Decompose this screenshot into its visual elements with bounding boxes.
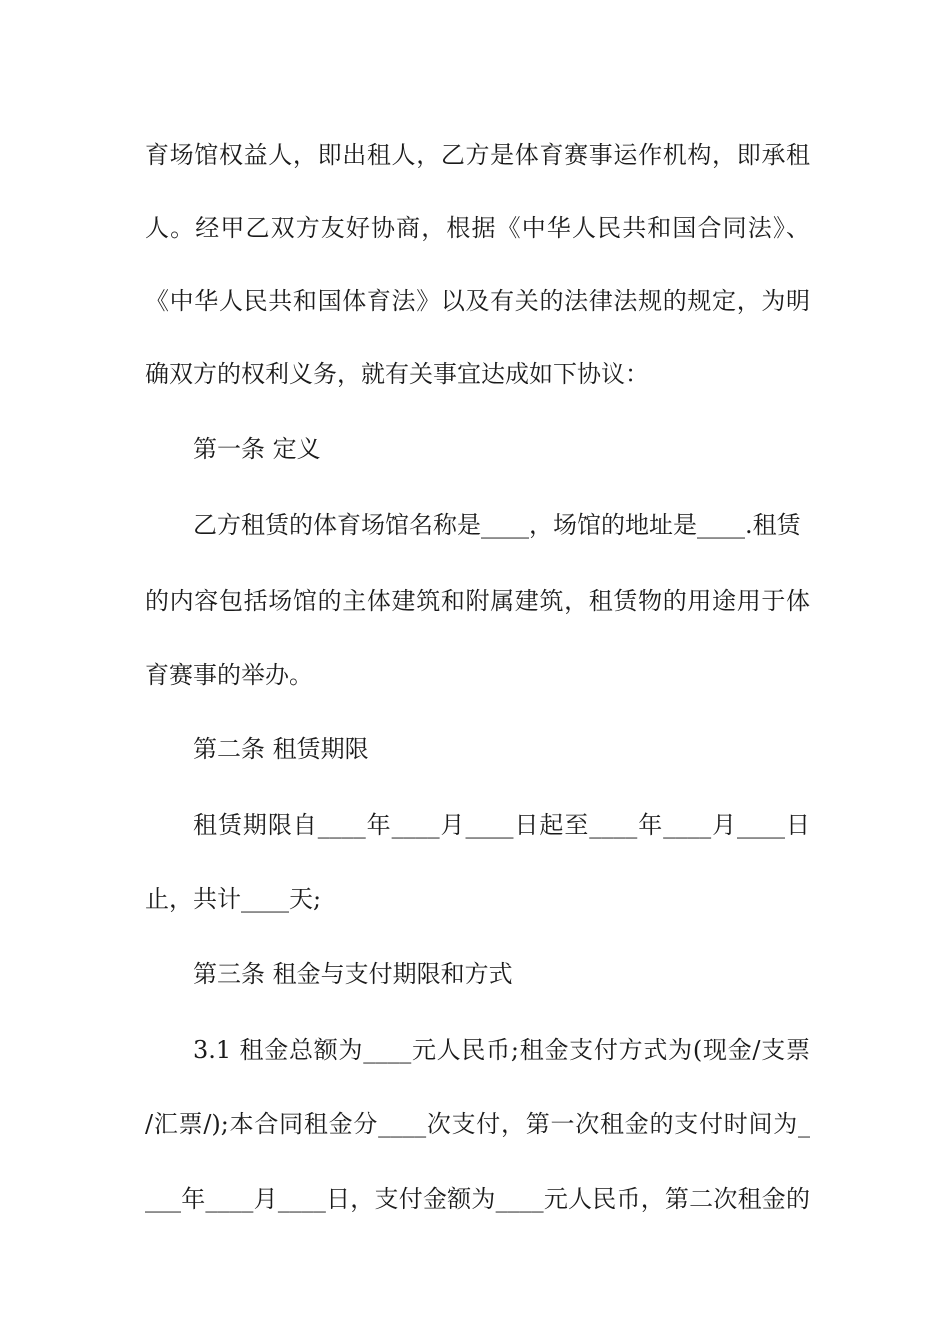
text-line: /汇票/);本合同租金分____次支付，第一次租金的支付时间为_: [145, 1110, 810, 1138]
text-line: 的内容包括场馆的主体建筑和附属建筑，租赁物的用途用于体: [145, 587, 810, 615]
text-line: 租赁期限自____年____月____日起至____年____月____日: [193, 811, 810, 839]
section-heading: 第一条 定义: [193, 435, 321, 463]
text-line: 乙方租赁的体育场馆名称是____，场馆的地址是____.租赁: [193, 511, 801, 539]
text-line: 确双方的权利义务，就有关事宜达成如下协议：: [145, 360, 649, 388]
section-heading: 第三条 租金与支付期限和方式: [193, 960, 513, 988]
text-line: ___年____月____日，支付金额为____元人民币，第二次租金的: [145, 1185, 810, 1213]
text-line: 育赛事的举办。: [145, 661, 313, 689]
text-line: 3.1 租金总额为____元人民币;租金支付方式为(现金/支票: [193, 1036, 810, 1064]
text-line: 育场馆权益人，即出租人，乙方是体育赛事运作机构，即承租: [145, 141, 810, 169]
text-line: 《中华人民共和国体育法》以及有关的法律法规的规定，为明: [145, 287, 810, 315]
text-line: 人。经甲乙双方友好协商，根据《中华人民共和国合同法》、: [145, 214, 810, 242]
section-heading: 第二条 租赁期限: [193, 735, 369, 763]
text-line: 止，共计____天;: [145, 885, 322, 913]
